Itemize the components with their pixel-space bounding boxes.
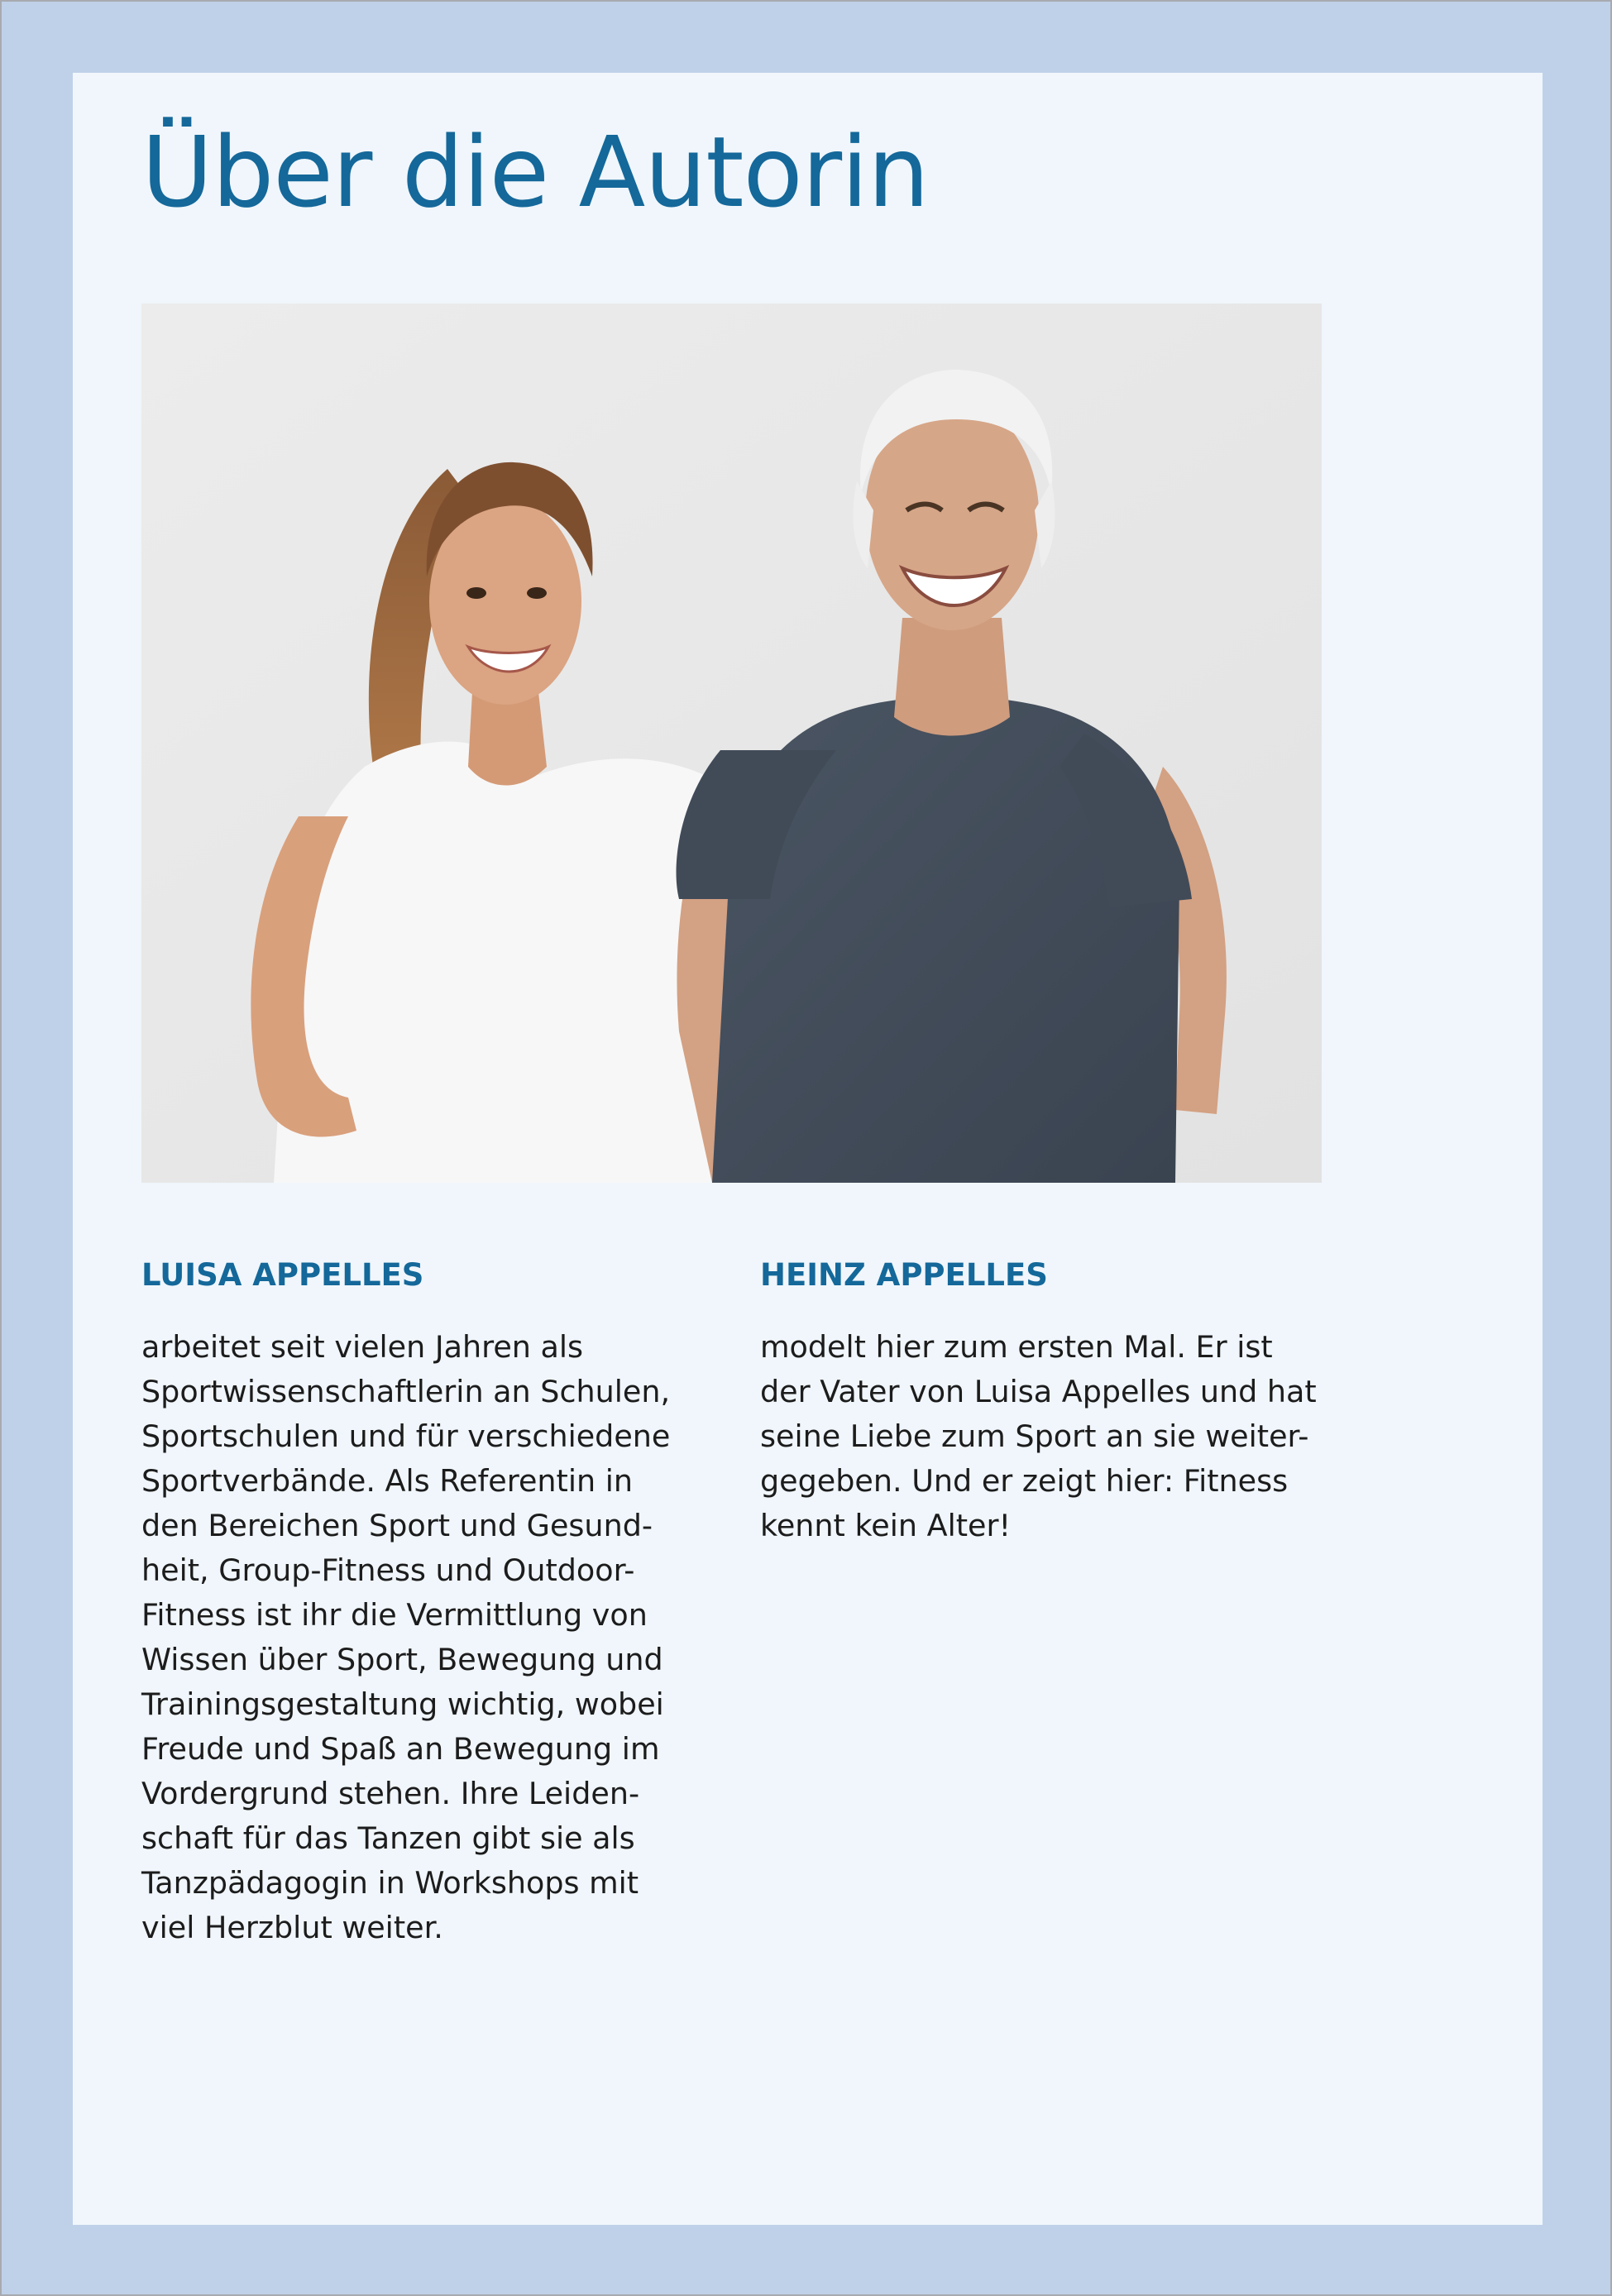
bio-line: Sportschulen und für verschiedene: [141, 1418, 671, 1455]
bio-line: Wissen über Sport, Bewegung und: [141, 1642, 663, 1678]
page-title: Über die Autorin: [141, 115, 929, 229]
author-bio-luisa: [141, 1325, 687, 1950]
bio-line: schaft für das Tanzen gibt sie als: [141, 1820, 635, 1857]
author-photo: [141, 304, 1322, 1183]
author-bio-heinz: [760, 1325, 1317, 1548]
bio-line: Sportverbände. Als Referentin in: [141, 1463, 634, 1500]
bio-line: den Bereichen Sport und Gesund-: [141, 1508, 653, 1544]
bio-line: Fitness ist ihr die Vermittlung von: [141, 1597, 648, 1634]
bio-line: Trainingsgestaltung wichtig, wobei: [141, 1686, 664, 1723]
bio-line: gegeben. Und er zeigt hier: Fitness: [760, 1463, 1289, 1500]
bio-line: modelt hier zum ersten Mal. Er ist: [760, 1329, 1273, 1366]
bio-line: Freude und Spaß an Bewegung im: [141, 1731, 660, 1767]
bio-line: heit, Group-Fitness und Outdoor-: [141, 1552, 635, 1589]
bio-line: Vordergrund stehen. Ihre Leiden-: [141, 1776, 640, 1812]
bio-line: Tanzpädagogin in Workshops mit: [141, 1865, 639, 1901]
author-name-heinz: HEINZ APPELLES: [760, 1257, 1048, 1293]
bio-line: kennt kein Alter!: [760, 1508, 1012, 1544]
author-name-luisa: LUISA APPELLES: [141, 1257, 424, 1293]
bio-line: arbeitet seit vielen Jahren als: [141, 1329, 584, 1366]
author-column-heinz: [760, 1257, 1317, 1548]
bio-line: der Vater von Luisa Appelles und hat: [760, 1374, 1317, 1410]
bio-line: seine Liebe zum Sport an sie weiter-: [760, 1418, 1309, 1455]
author-column-luisa: [141, 1257, 687, 1950]
bio-line: Sportwissenschaftlerin an Schulen,: [141, 1374, 671, 1410]
bio-line: viel Herzblut weiter.: [141, 1910, 443, 1946]
